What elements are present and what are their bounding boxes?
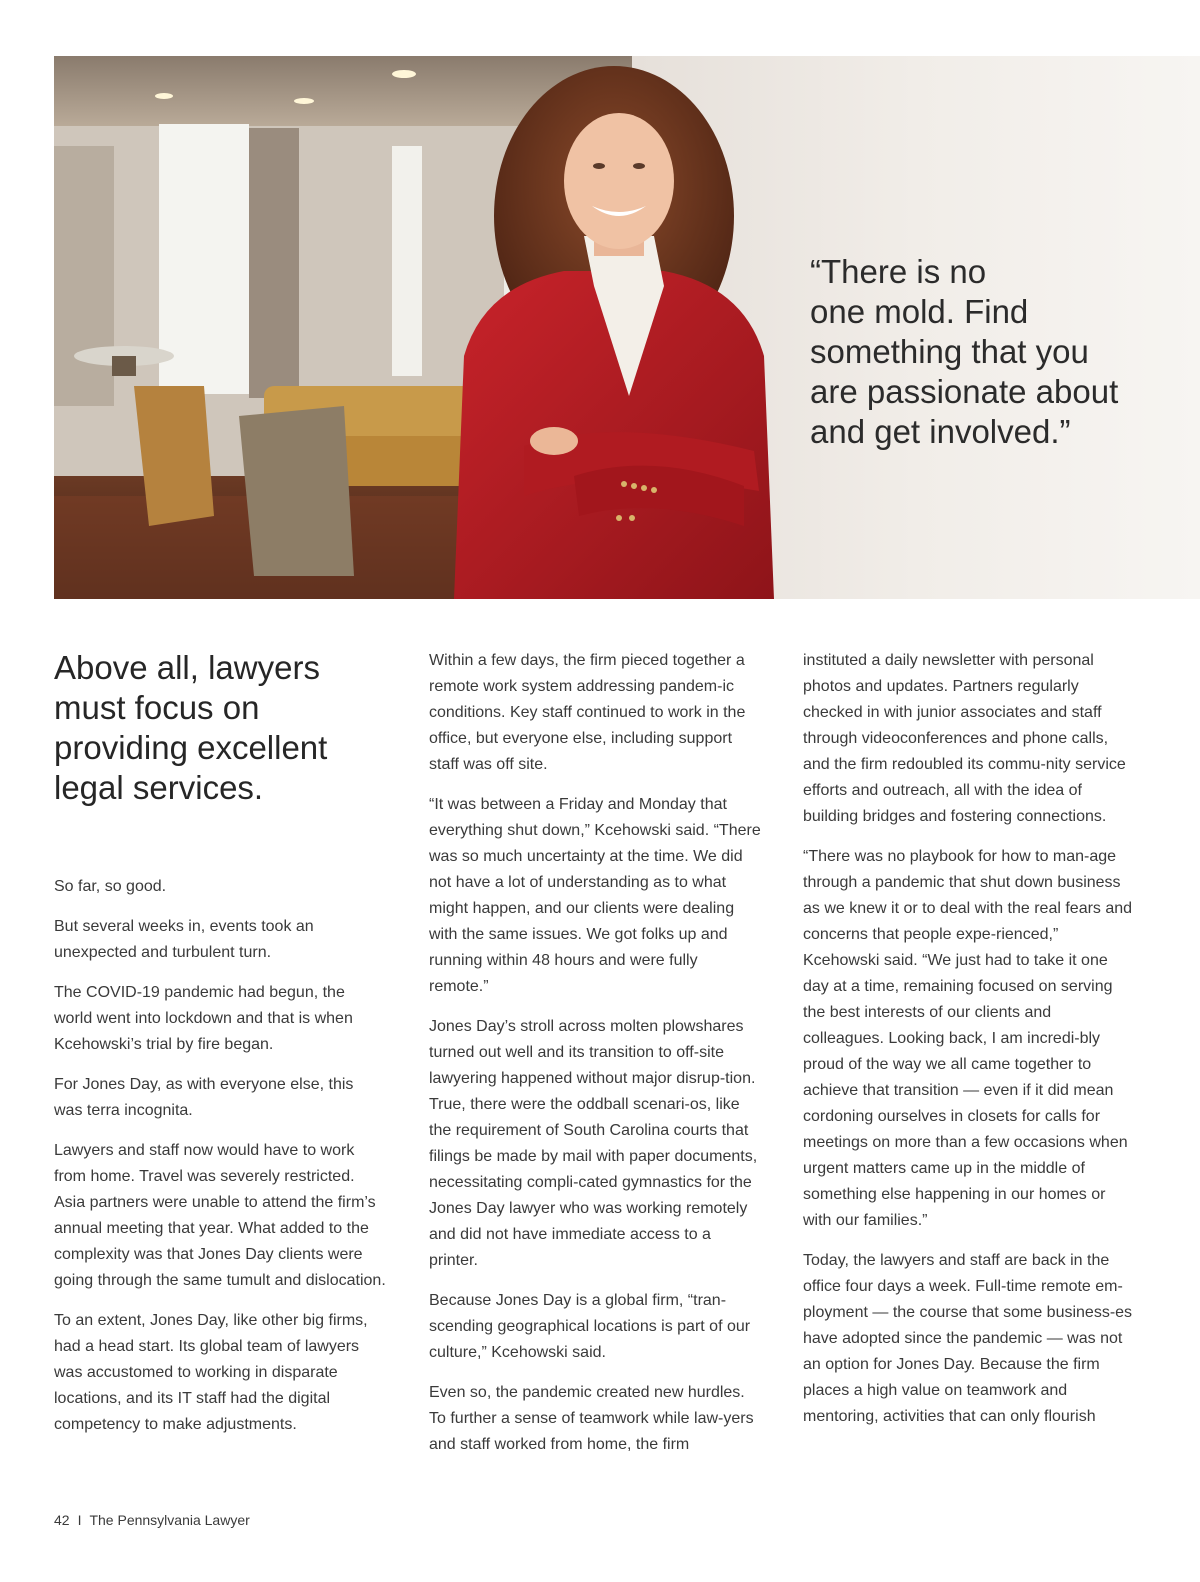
- paragraph: But several weeks in, events took an unexpected and turbulent turn.: [54, 918, 314, 961]
- pull-quote: “There is no one mold. Find something that you are passionate about and get involved.”: [810, 253, 1119, 450]
- paragraph: “It was between a Friday and Monday that everything shut down,” Kcehowski said. “There was so much uncertainty at the time. We did not have a lot of understanding as to what might happen, and our clients were dealing with the same issues. We got folks up and running within 48 hours and were fully remote.”: [429, 796, 761, 995]
- column-1: [54, 648, 386, 1452]
- paragraph: Jones Day’s stroll across molten plowshares turned out well and its transition to off-site lawyering happened without major disrup-tion. True, there were the oddball scenari-os, like the requirement of South Carolina courts that filings be made by mail with paper documents, necessitating compli-cated gymnastics for the Jones Day lawyer who was working remotely and did not have immediate access to a printer.: [429, 1018, 758, 1269]
- paragraph: The COVID-19 pandemic had begun, the world went into lockdown and that is when Kcehowski’s trial by fire began.: [54, 984, 353, 1053]
- page-number: 42: [54, 1512, 70, 1528]
- paragraph: Even so, the pandemic created new hurdles. To further a sense of teamwork while law-yers and staff worked from home, the firm: [429, 1384, 754, 1453]
- folio-separator: I: [77, 1512, 82, 1528]
- paragraph: So far, so good.: [54, 878, 167, 895]
- publication-name: The Pennsylvania Lawyer: [89, 1512, 250, 1528]
- column-3: [803, 648, 1135, 1444]
- paragraph: To an extent, Jones Day, like other big firms, had a head start. Its global team of lawyers was accustomed to working in disparate locations, and its IT staff had the digital competency to make adjustments.: [54, 1312, 368, 1433]
- paragraph: instituted a daily newsletter with personal photos and updates. Partners regularly checked in with junior associates and staff through videoconferences and phone calls, and the firm redoubled its commu-nity service efforts and outreach, all with the idea of building bridges and fostering connections.: [803, 652, 1126, 825]
- paragraph: “There was no playbook for how to man-age through a pandemic that shut down business as we knew it or to deal with the real fears and concerns that people expe-rienced,” Kcehowski said. “We just had to take it one day at a time, remaining focused on serving the best interests of our clients and colleagues. Looking back, I am incredi-bly proud of the way we all came together to achieve that transition — even if it did mean cordoning ourselves in closets for calls for meetings on more than a few occasions when urgent matters came up in the middle of something else happening in our homes or with our families.”: [803, 848, 1133, 1229]
- paragraph: Because Jones Day is a global firm, “tran-scending geographical locations is part of our culture,” Kcehowski said.: [429, 1292, 751, 1361]
- headline: Above all, lawyers must focus on providing excellent legal services.: [54, 649, 328, 806]
- paragraph: Within a few days, the firm pieced together a remote work system addressing pandem-ic conditions. Key staff continued to work in the office, but everyone else, including support staff was off site.: [429, 652, 746, 773]
- paragraph: Today, the lawyers and staff are back in the office four days a week. Full-time remote em-ployment — the course that some business-es have adopted since the pandemic — was not an option for Jones Day. Because the firm places a high value on teamwork and mentoring, activities that can only flourish: [803, 1252, 1133, 1425]
- column-2: [429, 648, 761, 1472]
- page-footer: [54, 1512, 250, 1528]
- paragraph: For Jones Day, as with everyone else, this was terra incognita.: [54, 1076, 354, 1119]
- paragraph: Lawyers and staff now would have to work from home. Travel was severely restricted. Asia partners were unable to attend the firm’s annual meeting that year. What added to the complexity was that Jones Day clients were going through the same tumult and dislocation.: [54, 1142, 386, 1289]
